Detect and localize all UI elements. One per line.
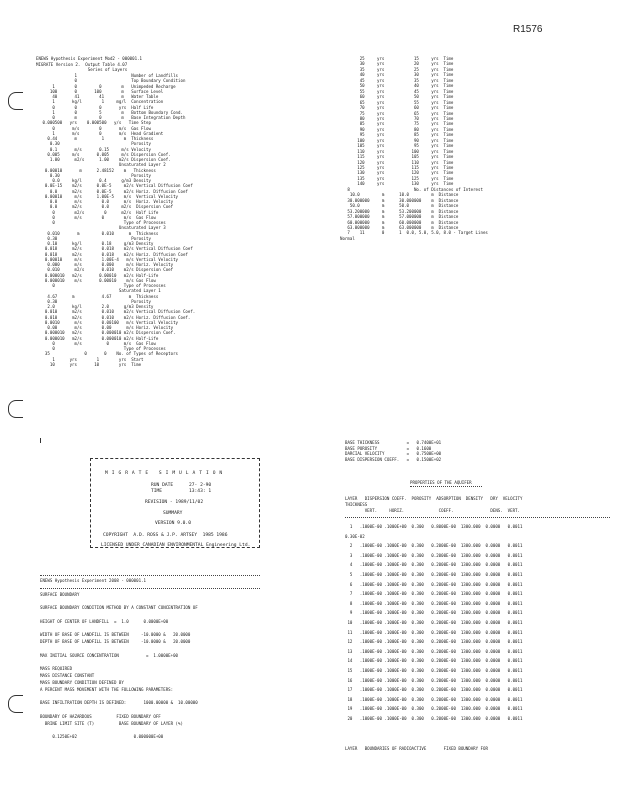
listing-line: 2 .1000E-00 .1000E-00 0.300 0.2000E-00 1300.000 0.0000 0.0011 [345,543,523,549]
listing-line: 90 yrs 80 yrs Time [340,126,454,132]
listing-line: Normal [340,235,355,241]
listing-line: 1 m/s 0 m/s Head Gradient [40,130,164,136]
listing-line: 0.0 m/s 0.0 m/s Horiz. Velocity [40,199,174,204]
listing-line: BASE POROSITY = 0.1600 [345,445,432,451]
listing-line: 130 yrs 120 yrs Time [340,170,454,176]
listing-line: 0.0 kg/l 0.4 g/m3 Density [40,178,151,183]
listing-line: 70 yrs 60 yrs Time [340,105,454,111]
listing-line: 135 yrs 125 yrs Time [340,175,454,181]
listing-line: 45 yrs 35 yrs Time [340,77,454,83]
document-id: R1576 [513,24,543,35]
listing-line: 10 .1000E-00 .1000E-00 0.300 0.2000E-00 1300.000 0.0000 0.0011 [345,620,523,625]
listing-line: 0 m/s 0 m/s Gas Flow [40,214,156,220]
boundary-condition-section [40,578,300,748]
separator-line [345,517,610,518]
listing-line: 0.010 m 0.010 m Thickness [40,230,159,236]
listing-line: BOUNDARY OF HAZARDOUS FIXED BOUNDARY OFF [40,714,161,719]
listing-line: 0.000 m/s 0.000 m/s Horiz. Velocity [40,262,174,267]
listing-line: 0 m 0 m Base Integration Depth [40,115,186,120]
listing-line: 50 yrs 40 yrs Time [340,83,454,89]
listing-line: VERT. HORIZ. COEFF. DENS. VERT. [345,507,520,513]
listing-line: 0.00010 m/s 1.00E-5 m/s Vertical Velocity [40,193,179,199]
run-date-label: RUN DATE [151,483,174,488]
listing-line: 0.000010 m2/s 0.000010 m2/s Dispersion Coef. [40,330,176,336]
listing-line: 115 yrs 105 yrs Time [340,154,454,160]
listing-line: 7 .1000E-00 .1000E-00 0.300 0.2000E-00 1300.000 0.0000 0.0011 [345,591,523,597]
listing-line: 35 yrs 25 yrs Time [340,66,454,72]
listing-line: 63.000000 m 63.000000 m Distance [340,224,459,230]
listing-line: 110 yrs 100 yrs Time [340,148,454,154]
listing-line: 0.30 Porosity [40,141,151,147]
listing-line: 1 kg/l 1 mg/l Concentration [40,99,164,105]
listing-line: 2.0 kg/l 2.0 g/m3 Density [40,304,154,309]
listing-line: 85 yrs 75 yrs Time [340,121,454,127]
listing-line: 105 yrs 95 yrs Time [340,143,454,149]
listing-line: 4 .1000E-00 .1000E-00 0.300 0.2000E-00 1300.000 0.0000 0.0011 [345,562,523,568]
listing-line: 0.010 m2/s 0.010 m2/s Dispersion Coef [40,267,174,273]
listing-line: 13 .1000E-00 .1000E-00 0.300 0.2000E-00 1300.000 0.0000 0.0011 [345,648,523,654]
listing-line: WIDTH OF BASE OF LANDFILL IS BETWEEN -10.0000 & 20.0000 [40,632,191,638]
listing-line: BRINE LIMIT SITE (T) BASE BOUNDARY OF LAYER (%) [40,720,183,726]
aquifer-table-header [345,496,610,516]
listing-line: 14 .1000E-00 .1000E-00 0.300 0.2000E-00 1300.000 0.0000 0.0011 [345,658,523,664]
run-date-value: 27- 2-90 [189,483,212,488]
listing-line: 8 .1000E-00 .1000E-00 0.300 0.2000E-00 1300.000 0.0000 0.0011 [345,600,523,606]
aquifer-table-title: PROPERTIES OF THE AQUIFER [410,480,472,485]
listing-line: 0.018 m2/s 0.018 m2/s Horiz. Diffusion Coef [40,251,188,257]
listing-line: 1.00 m2/s 1.00 m2/s Dispersion Coef. [40,157,171,162]
listing-line: Unsaturated Layer 2 [40,162,166,168]
listing-line: 60 yrs 50 yrs Time [340,94,454,100]
listing-line: 0 Type of Processes [40,346,166,351]
listing-line: HEIGHT OF CENTER OF LANDFILL = 1.0 0.0000E+00 [40,618,169,624]
version-label: VERSION 9.0.0 [155,521,191,526]
listing-line: 0.000010 m2/s 0.000010 m2/s Half-Life [40,335,159,341]
listing-line: 4.67 m 4.67 m Thickness [40,293,159,299]
listing-line: 0.30 Porosity [40,172,151,178]
listing-line: MASS REQUIRED [40,666,73,672]
banner-title: M I G R A T E S I M U L A T I O N [105,471,223,476]
listing-line: 10 yrs 10 yrs Time [40,361,142,367]
listing-line: 95 yrs 85 yrs Time [340,132,454,138]
listing-line: SURFACE BOUNDARY CONDITION METHOD BY A CONSTANT CONCENTRATION OF [40,605,198,611]
listing-line: 1 Number of Landfills [40,73,179,78]
listing-line: 0.005 m/s 0.005 m/s Dispersion Coef. [40,151,171,157]
listing-line: Saturated Layer 1 [40,288,161,294]
header-line: Series of Layers [36,67,128,73]
aquifer-table-footer: LAYER BOUNDARIES OF RADIOACTIVE FIXED BOUNDARY FOR [345,746,488,751]
listing-line: 0 m2/s 0 m2/s Half Life [40,209,159,215]
header-line: ENEWS Hypothesis Experiment Mod2 - 000001.1 [36,56,142,61]
listing-line: 0.1 m/s 0.15 m/s Velocity [40,146,151,152]
listing-line: 0.0 m2/s 0.0 m2/s Dispersion Coef [40,204,174,210]
binder-hole-top [8,92,23,110]
copyright-line: COPYRIGHT A.D. ROSS & J.P. ARTSEY 1985 1986 [103,533,228,538]
listing-line: 25 yrs 15 yrs Time [340,56,454,61]
listing-line: 0 m/s 0 m/s Gas Flow [40,340,156,346]
listing-line: 100 0 100 m Surface Level [40,88,164,94]
listing-line: 18 .1000E-00 .1000E-00 0.300 0.2000E-00 1300.000 0.0000 0.0011 [345,696,523,702]
time-value: 13:43: 1 [189,489,212,494]
listing-line: 57.000000 m 57.000000 m Distance [340,214,459,220]
title-banner [90,458,260,548]
listing-line: THICKNESS [345,501,368,507]
listing-line: 0.00010 m 2.48152 m Thickness [40,167,156,173]
listing-line: 0 m/s 0 m/s Gas Flow [40,125,151,131]
listing-line: 0.00010 m/s 1.00E-4 m/s Vertical Velocity [40,256,179,262]
listing-line: 140 yrs 130 yrs Time [340,181,454,187]
listing-line: 6 .1000E-00 .1000E-00 0.300 0.2000E-00 1300.000 0.0000 0.0011 [345,581,523,587]
listing-line: 53.200000 m 53.200000 m Distance [340,208,459,214]
listing-line: ENEWS Hypothesis Experiment 2008 - 000001.1 [40,578,146,583]
listing-line: 1 0 5 m Bottom Boundary Cond. [40,109,183,115]
listing-line: 17 .1000E-00 .1000E-00 0.300 0.2000E-00 1300.000 0.0000 0.0011 [345,687,523,693]
listing-line: 0.1250E+02 0.000000E+00 [40,734,164,740]
listing-line: DARCIAL VELOCITY = 0.7500E+00 [345,451,442,457]
listing-line: 30.000000 m 30.000000 m Distance [340,197,459,203]
listing-line: 40 41 41 m Water Table [40,94,159,99]
license-line: LICENSED UNDER CANADIAN ENVIRONMENTAL Engineering Ltd. [101,543,251,548]
listing-line: 0.30 Porosity [40,235,151,241]
listing-line: 1 yrs 1 yrs Start [40,356,144,362]
listing-line: 0.30E-02 [345,533,365,539]
listing-line: 0.00 m/s 0.00 m/s Horiz. Velocity [40,325,174,330]
listing-line: 0 0 0 yrs Half Life [40,104,154,110]
listing-line: 55 yrs 45 yrs Time [340,88,454,94]
listing-line: SURFACE BOUNDARY [40,591,80,597]
summary-label: SUMMARY [163,511,183,516]
separator-line [40,575,260,576]
listing-line: 0 Top Boundary Condition [40,78,186,84]
listing-line: 0.010 m2/s 0.010 m2/s Vertical Diffusion Coef. [40,309,196,315]
listing-line: 10.0 m 10.0 m Distance [340,192,459,198]
listing-line: 80 yrs 70 yrs Time [340,115,454,121]
listing-line: 120 yrs 110 yrs Time [340,159,454,165]
listing-line: 0.0E-15 m2/s 0.0E-5 m2/s Vertical Diffusion Coef [40,183,193,189]
listing-line: A PERCENT MASS MOVEMENT WITH THE FOLLOWING PARAMETERS: [40,686,174,692]
listing-line: MASS BOUNDARY CONDITION DEFINED BY [40,680,124,685]
listing-line: 8 No. of Distances of Interest [340,186,483,192]
listing-line: 75 yrs 65 yrs Time [340,110,454,116]
listing-line: BASE THICKNESS = 0.7400E+01 [345,440,442,445]
listing-line: 0 Type of Processes [40,220,166,225]
time-distance-listing [340,56,600,246]
listing-line: 40 yrs 30 yrs Time [340,72,454,78]
revision-line: REVISION - 1989/11/02 [145,500,204,505]
listing-line: 125 yrs 115 yrs Time [340,165,454,170]
header-line: MIGRATE Version 2. Output Table 4.07 [36,61,128,67]
base-properties [345,440,565,466]
listing-line: 12 .1000E-00 .1000E-00 0.300 0.2000E-00 1300.000 0.0000 0.0011 [345,639,523,645]
listing-line: 100 yrs 90 yrs Time [340,137,454,143]
listing-line: LAYER DISPERSION COEFF. POROSITY ADSORPTION DENSITY DRY VELOCITY [345,496,523,501]
listing-line: 20 .1000E-00 .1000E-00 0.300 0.2000E-00 1300.000 0.0000 0.0011 [345,716,523,721]
listing-line: 65 yrs 55 yrs Time [340,99,454,105]
listing-line: 16 .1000E-00 .1000E-00 0.300 0.2000E-00 1300.000 0.0000 0.0011 [345,677,523,683]
listing-line: 0.0 m2/s 0.0E-5 m2/s Horiz. Diffusion Coef [40,188,188,194]
listing-line: 0.10 kg/l 0.18 g/m3 Density [40,241,154,246]
listing-line: BASE DISPERSION COEFF. = 0.1500E+02 [345,456,442,462]
listing-line: 50.0 m 50.0 m Distance [340,203,459,209]
aquifer-table-body [345,524,610,739]
listing-line: 0.44 m 1 m Thickness [40,136,154,141]
listing-line: 15 .1000E-00 .1000E-00 0.300 0.2000E-00 1300.000 0.0000 0.0011 [345,668,523,673]
listing-line: 30 yrs 20 yrs Time [340,61,454,67]
listing-line: 0.010 m2/s 0.010 m2/s Horiz. Diffusion Coef. [40,314,191,320]
listing-line: 5 .1000E-00 .1000E-00 0.300 0.2000E-00 1300.000 0.0000 0.0011 [345,572,523,577]
listing-line: 0.018 m2/s 0.018 m2/s Vertical Diffusion Coef [40,246,193,252]
listing-line: 11 .1000E-00 .1000E-00 0.300 0.2000E-00 1300.000 0.0000 0.0011 [345,629,523,635]
input-parameter-listing [40,73,290,373]
listing-line: 7 11 0 1 0.0, 5.0, 5.0, 8.0 - Target Lines [340,230,488,236]
listing-line: 0.000010 m2/s 0.00010 m2/s Half-Life [40,272,159,278]
listing-line: 0.0010 m/s 0.00100 m/s Vertical Velocity [40,319,179,325]
separator-line [410,486,482,487]
listing-line: 1 .1000E-00 .1000E+00 0.300 0.8000E-00 1300.000 0.0000 0.0011 [345,524,523,529]
listing-line: 0.000500 yrs 0.000500 y/s Time Step [40,120,151,126]
binder-hole-bottom [8,695,23,713]
margin-mark [40,438,41,443]
listing-line: 1 0 0 m Unimpeded Recharge [40,83,176,89]
listing-line: 60.000000 m 60.000000 m Distance [340,219,459,225]
listing-line: DEPTH OF BASE OF LANDFILL IS BETWEEN -10.0000 & 20.0000 [40,639,191,645]
listing-line: 9 .1000E-00 .1000E-00 0.300 0.2000E-00 1300.000 0.0000 0.0011 [345,610,523,616]
time-label: TIME [151,489,163,494]
listing-line: MASS DISTANCE CONSTANT [40,673,95,679]
listing-line: MAX INITIAL SOURCE CONCENTRATION = 1.0000E+00 [40,652,179,658]
listing-line: 19 .1000E-00 .1000E-00 0.300 0.2000E-00 1300.000 0.0000 0.0011 [345,706,523,712]
listing-line: 0.30 Porosity [40,298,151,304]
listing-line: 35 0 0 No. of Types of Receptors [40,351,179,357]
binder-hole-middle [8,400,23,418]
listing-line: 0 Type of Processes [40,283,166,288]
listing-line: BASE INFILTRATION DEPTH IS DEFINED: 1000.00000 & 10.00000 [40,700,198,706]
listing-line: Unsaturated Layer 3 [40,225,166,231]
listing-line: 3 .1000E-00 .1000E-00 0.300 0.2000E-00 1300.000 0.0000 0.0011 [345,552,523,558]
listing-line: 0.000010 m/s 0.00010 m/s Gas Flow [40,277,156,283]
